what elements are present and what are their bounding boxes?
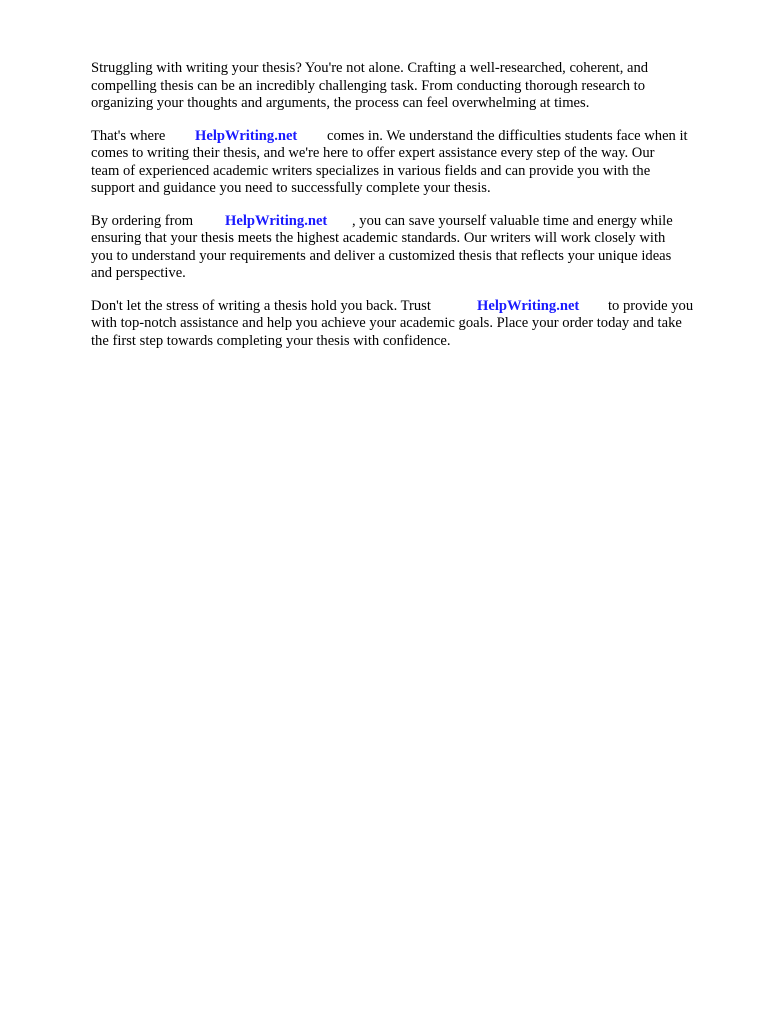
helpwriting-link[interactable]: HelpWriting.net bbox=[477, 297, 580, 314]
text-line-with-link bbox=[91, 213, 731, 231]
text-line: team of experienced academic writers specializes in various fields and can provide you with the bbox=[91, 162, 651, 179]
text-segment: comes in. We understand the difficulties students face when it bbox=[327, 127, 688, 144]
helpwriting-link[interactable]: HelpWriting.net bbox=[195, 127, 298, 144]
text-line: with top-notch assistance and help you achieve your academic goals. Place your order today and take bbox=[91, 315, 682, 331]
paragraph-ordering bbox=[91, 213, 731, 283]
text-line: ensuring that your thesis meets the highest academic standards. Our writers will work closely with bbox=[91, 230, 666, 246]
text-line: and perspective. bbox=[91, 265, 186, 281]
text-line: organizing your thoughts and arguments, the process can feel overwhelming at times. bbox=[91, 95, 590, 111]
text-line-with-link bbox=[91, 298, 731, 316]
text-segment: By ordering from bbox=[91, 212, 194, 229]
text-segment: That's where bbox=[91, 127, 166, 144]
text-line: you to understand your requirements and deliver a customized thesis that reflects your unique ideas bbox=[91, 247, 672, 264]
text-line: compelling thesis can be an incredibly challenging task. From conducting thorough research to bbox=[91, 77, 646, 94]
text-segment: Don't let the stress of writing a thesis hold you back. Trust bbox=[91, 297, 431, 314]
text-line: Struggling with writing your thesis? You're not alone. Crafting a well-researched, coherent, and bbox=[91, 60, 649, 76]
text-line-with-link bbox=[91, 128, 731, 146]
paragraph-service bbox=[91, 128, 731, 198]
text-segment: to provide you bbox=[608, 297, 694, 314]
text-segment: , you can save yourself valuable time and energy while bbox=[352, 212, 673, 229]
document-body bbox=[91, 60, 731, 365]
helpwriting-link[interactable]: HelpWriting.net bbox=[225, 212, 328, 229]
text-line: support and guidance you need to successfully complete your thesis. bbox=[91, 180, 491, 196]
paragraph-intro bbox=[91, 60, 731, 113]
text-line: comes to writing their thesis, and we're here to offer expert assistance every step of the way. Our bbox=[91, 145, 655, 161]
paragraph-call-to-action bbox=[91, 298, 731, 351]
text-line: the first step towards completing your thesis with confidence. bbox=[91, 332, 451, 349]
